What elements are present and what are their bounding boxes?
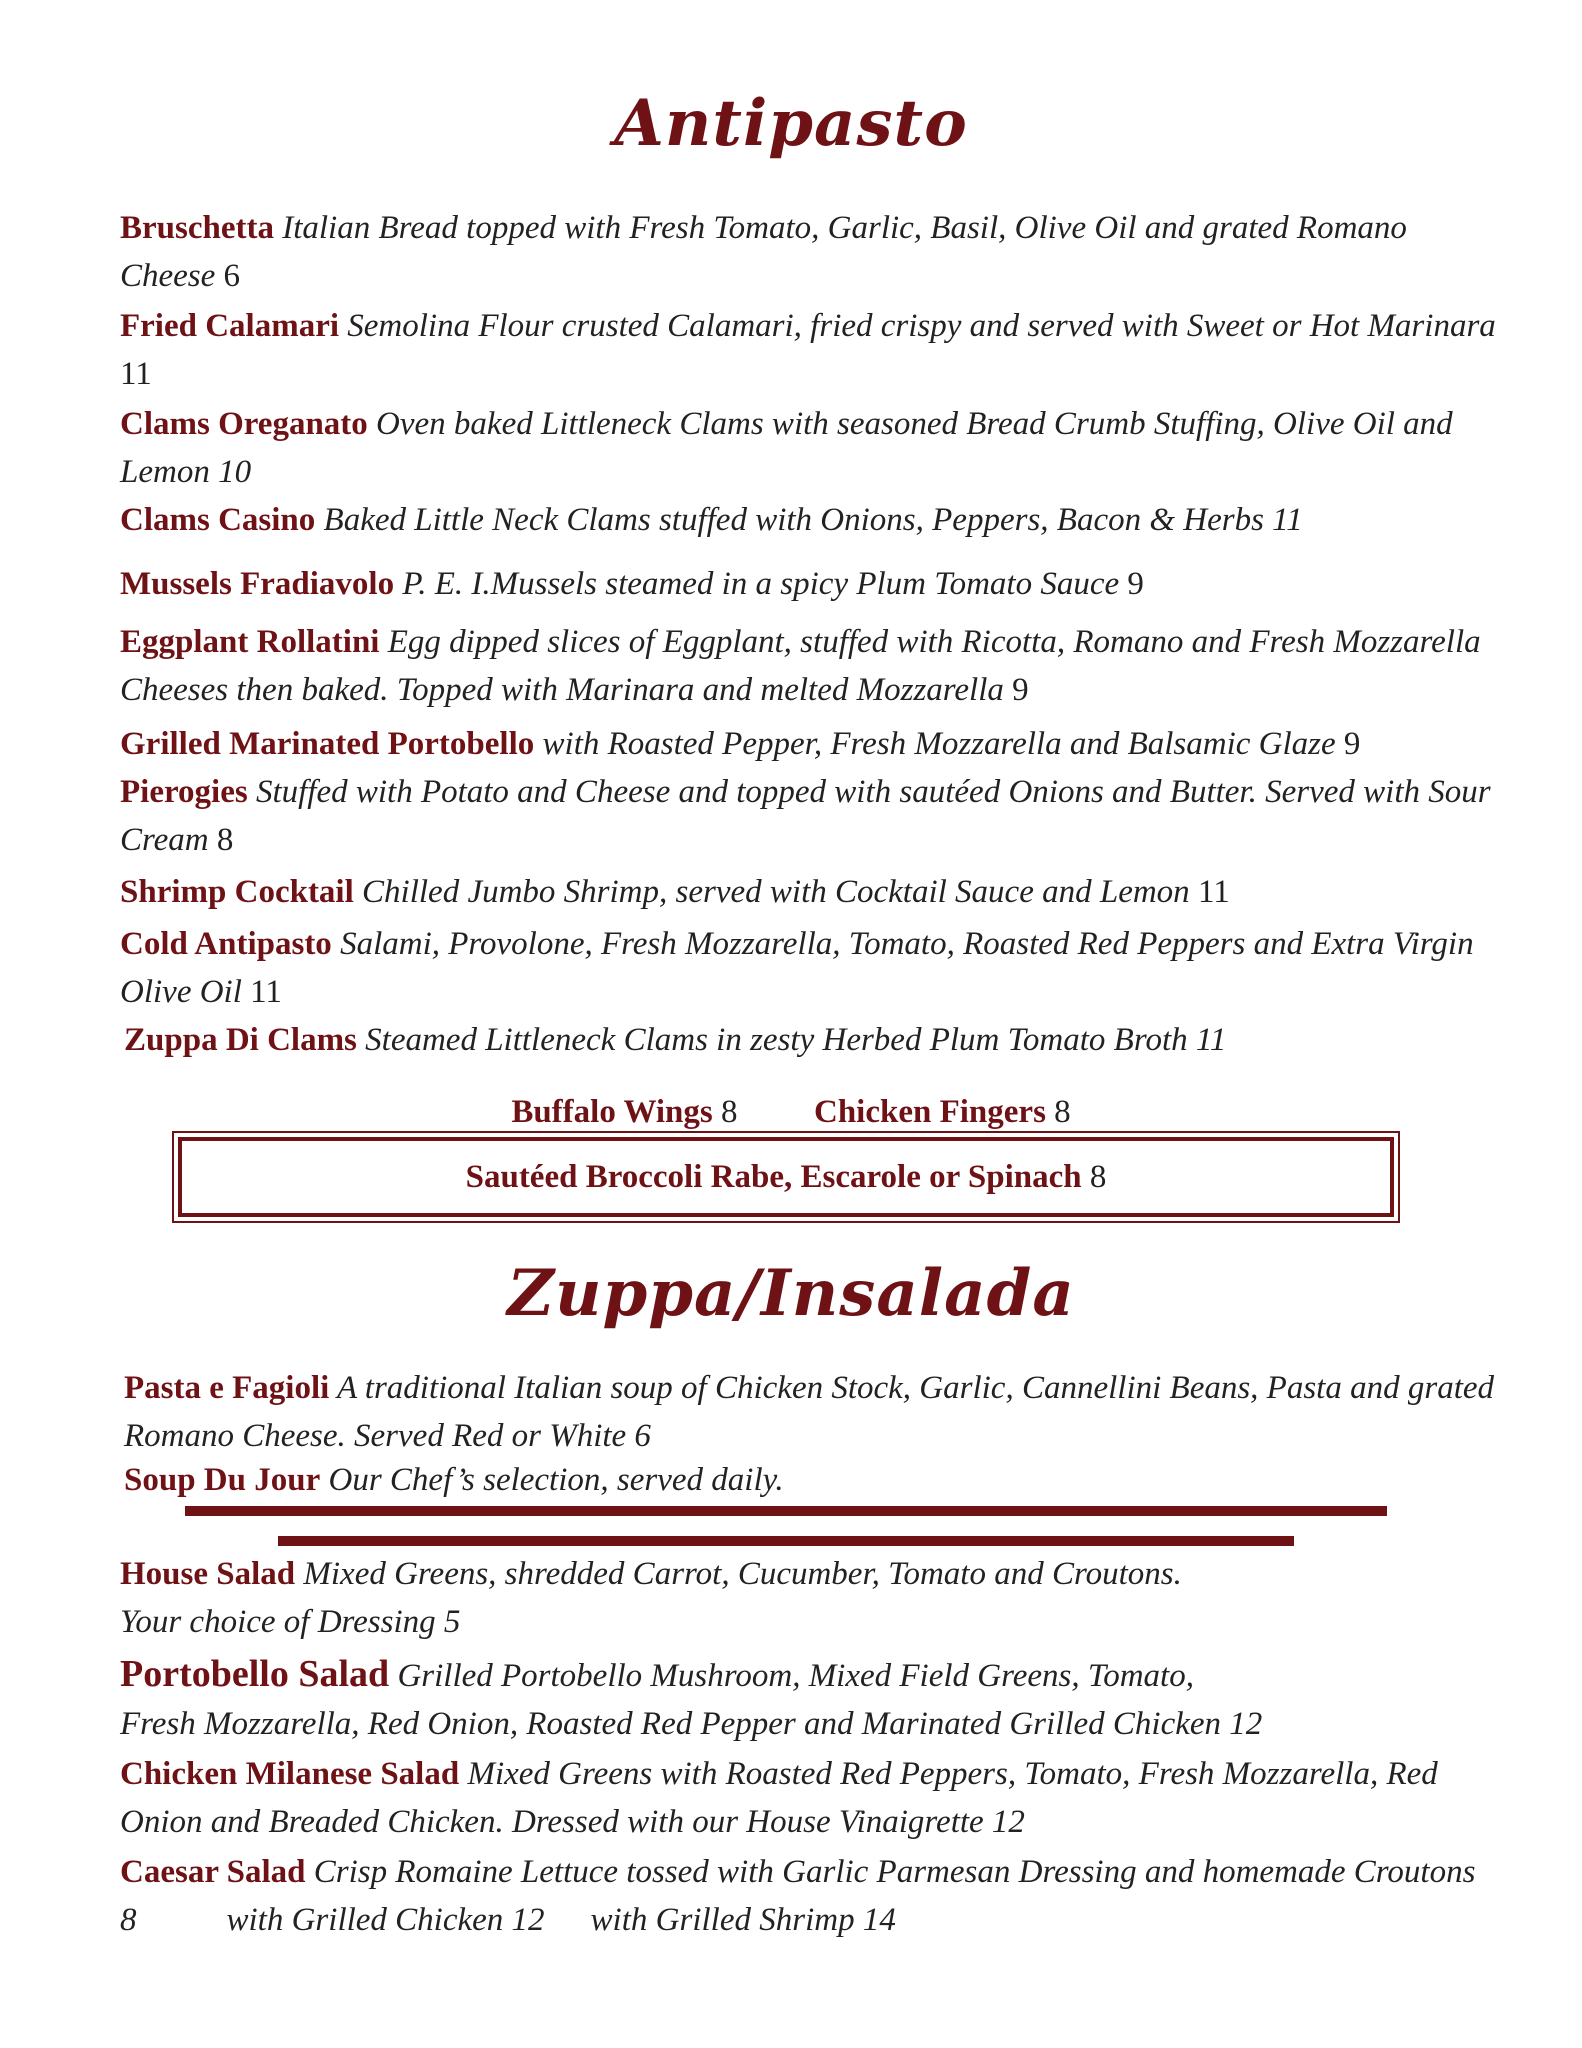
extras-row: [0, 1088, 1582, 1136]
salad-list: [120, 1550, 1500, 1944]
menu-item-clams-oreganato: [120, 400, 1500, 496]
item-desc: Mixed Greens with Roasted Red Peppers, Tomato, Fresh Mozzarella, Red Onion and Breaded Chicken. Dressed with our House Vinaigrette 12: [120, 1756, 1438, 1840]
menu-item-portobello-salad: [120, 1650, 1500, 1748]
item-desc-line2: Your choice of Dressing 5: [120, 1604, 461, 1640]
item-desc: Oven baked Littleneck Clams with seasoned Bread Crumb Stuffing, Olive Oil and Lemon 10: [120, 406, 1453, 490]
item-name: Grilled Marinated Portobello: [120, 726, 535, 762]
menu-item-shrimp-cocktail: [120, 868, 1500, 916]
antipasto-title: Antipasto: [614, 86, 968, 161]
item-name: Chicken Milanese Salad: [120, 1756, 460, 1792]
item-name: Zuppa Di Clams: [124, 1022, 357, 1058]
item-price: 9: [1119, 566, 1144, 602]
item-desc: P. E. I.Mussels steamed in a spicy Plum Tomato Sauce: [394, 566, 1120, 602]
item-desc: Chilled Jumbo Shrimp, served with Cocktail Sauce and Lemon: [353, 874, 1190, 910]
menu-item-grilled-portobello: [120, 720, 1500, 768]
extra-name: Buffalo Wings: [511, 1094, 713, 1130]
item-price: 11: [241, 974, 282, 1010]
menu-item-pierogies: [120, 768, 1500, 864]
item-name: House Salad: [120, 1556, 296, 1592]
extra-name: Chicken Fingers: [814, 1094, 1046, 1130]
item-name: Clams Casino: [120, 502, 316, 538]
item-name: Clams Oreganato: [120, 406, 368, 442]
item-desc: Egg dipped slices of Eggplant, stuffed with Ricotta, Romano and Fresh Mozzarella Cheeses then baked. Topped with Marinara and melted Mozzarella: [120, 624, 1481, 708]
menu-item-chicken-milanese-salad: [120, 1750, 1500, 1846]
item-name: Portobello Salad: [120, 1653, 390, 1695]
item-price: 8: [208, 822, 234, 858]
extra-price: 8: [1045, 1094, 1071, 1130]
menu-item-soup-du-jour: [124, 1460, 1504, 1500]
caesar-option-shrimp: with Grilled Shrimp 14: [590, 1902, 896, 1938]
item-desc: Our Chef’s selection, served daily.: [320, 1462, 784, 1498]
item-name: Bruschetta: [120, 210, 274, 246]
item-price: 6: [215, 258, 241, 294]
menu-item-caesar-salad: [120, 1848, 1500, 1944]
item-desc: Mixed Greens, shredded Carrot, Cucumber, Tomato and Croutons.: [295, 1556, 1182, 1592]
antipasto-list: [120, 204, 1500, 1064]
extra-price: 8: [712, 1094, 738, 1130]
sides-box: [178, 1137, 1394, 1217]
menu-item-clams-casino: [120, 496, 1500, 544]
caesar-option-chicken: with Grilled Chicken 12: [226, 1902, 545, 1938]
item-name: Cold Antipasto: [120, 926, 332, 962]
item-name: Pasta e Fagioli: [124, 1370, 330, 1406]
item-desc: Baked Little Neck Clams stuffed with Onions, Peppers, Bacon & Herbs 11: [315, 502, 1303, 538]
item-name: Pierogies: [120, 774, 248, 810]
item-price: 9: [1003, 672, 1029, 708]
sides-price: 8: [1081, 1159, 1107, 1195]
item-desc: Italian Bread topped with Fresh Tomato, Garlic, Basil, Olive Oil and grated Romano Cheese: [120, 210, 1407, 294]
item-desc: A traditional Italian soup of Chicken Stock, Garlic, Cannellini Beans, Pasta and grated Romano Cheese. Served Red or White 6: [124, 1370, 1495, 1454]
item-name: Fried Calamari: [120, 308, 340, 344]
item-desc: Salami, Provolone, Fresh Mozzarella, Tomato, Roasted Red Peppers and Extra Virgin Olive Oil: [120, 926, 1474, 1010]
menu-item-house-salad: [120, 1550, 1500, 1646]
menu-item-eggplant-rollatini: [120, 618, 1500, 714]
item-price: 9: [1335, 726, 1361, 762]
item-desc-line2: Fresh Mozzarella, Red Onion, Roasted Red Pepper and Marinated Grilled Chicken 12: [120, 1706, 1263, 1742]
sides-name: Sautéed Broccoli Rabe, Escarole or Spinach: [465, 1159, 1082, 1195]
menu-item-mussels-fradiavolo: [120, 560, 1500, 608]
menu-item-pasta-e-fagioli: [124, 1364, 1504, 1460]
item-desc: Crisp Romaine Lettuce tossed with Garlic Parmesan Dressing and homemade Croutons 8: [120, 1854, 1476, 1938]
soup-list: [124, 1364, 1504, 1500]
zuppa-insalada-title: Zuppa/Insalada: [507, 1256, 1075, 1331]
item-price: 11: [1189, 874, 1230, 910]
item-price: 11: [120, 356, 152, 392]
item-name: Mussels Fradiavolo: [120, 566, 395, 602]
item-desc: Semolina Flour crusted Calamari, fried crispy and served with Sweet or Hot Marinara: [339, 308, 1496, 344]
menu-item-cold-antipasto: [120, 920, 1500, 1016]
item-name: Eggplant Rollatini: [120, 624, 380, 660]
item-name: Caesar Salad: [120, 1854, 306, 1890]
item-desc: Grilled Portobello Mushroom, Mixed Field Greens, Tomato,: [389, 1658, 1194, 1694]
divider-rule-bottom: [278, 1536, 1294, 1546]
divider-rule-top: [185, 1506, 1387, 1516]
item-desc: Stuffed with Potato and Cheese and topped with sautéed Onions and Butter. Served with Sour Cream: [120, 774, 1491, 858]
menu-item-zuppa-di-clams: [120, 1016, 1500, 1064]
item-name: Soup Du Jour: [124, 1462, 321, 1498]
menu-item-fried-calamari: [120, 302, 1500, 398]
item-desc: Steamed Littleneck Clams in zesty Herbed Plum Tomato Broth 11: [356, 1022, 1227, 1058]
menu-item-bruschetta: [120, 204, 1500, 300]
item-name: Shrimp Cocktail: [120, 874, 354, 910]
item-desc: with Roasted Pepper, Fresh Mozzarella and Balsamic Glaze: [534, 726, 1336, 762]
